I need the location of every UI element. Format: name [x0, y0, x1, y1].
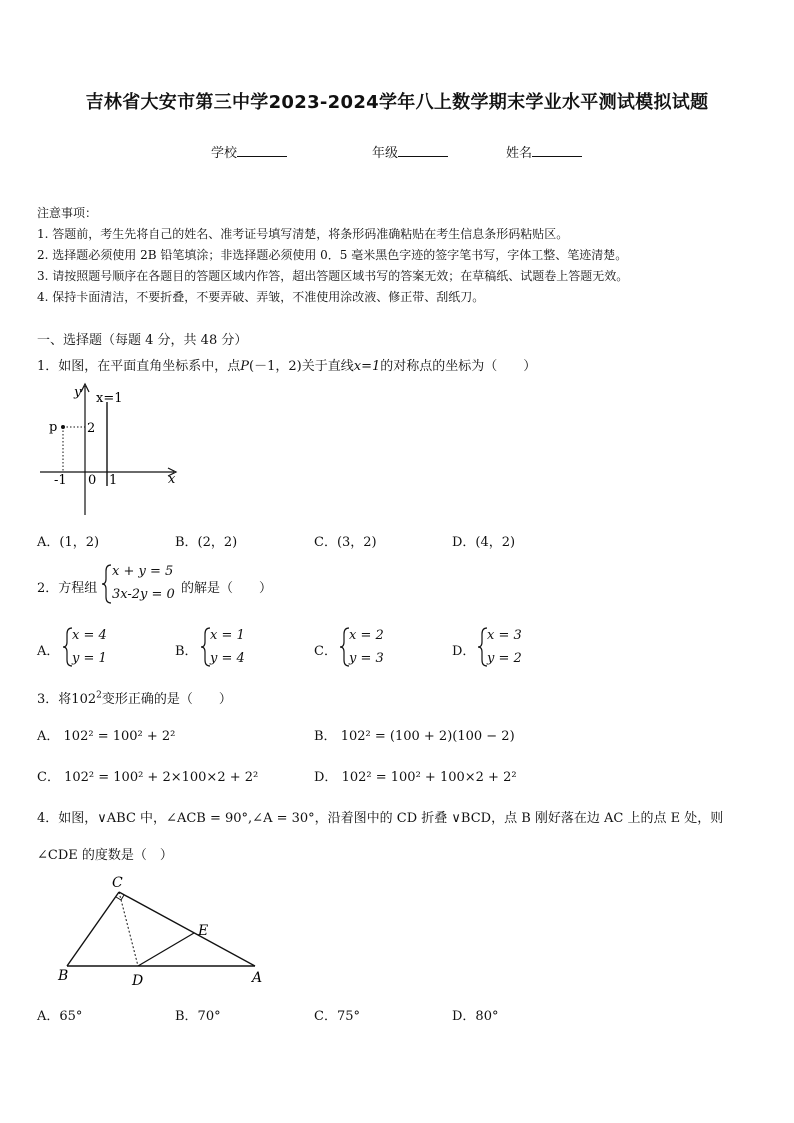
- segment-bc: [67, 892, 119, 966]
- q2-option-a-line2: y = 1: [72, 651, 107, 666]
- q3-option-d[interactable]: D． 102² = 100² + 100×2 + 2²: [314, 770, 517, 785]
- question-4-line2: ∠CDE 的度数是（ ）: [37, 848, 173, 863]
- page-title: 吉林省大安市第三中学2023-2024学年八上数学期末学业水平测试模拟试题: [85, 92, 709, 113]
- question-3-text: 3．将$102^2$变形正确的是（ ）: [37, 690, 232, 707]
- segment-de: [138, 933, 194, 966]
- section-heading: 一、选择题（每题 4 分，共 48 分）: [37, 333, 248, 348]
- q1-option-c[interactable]: C．(3，2): [314, 535, 377, 550]
- q3-option-c[interactable]: C． 102² = 100² + 2×100×2 + 2²: [37, 770, 259, 785]
- q2-equation-2: 3x-2y = 0: [112, 587, 175, 602]
- grade-blank[interactable]: [398, 144, 448, 157]
- q4-option-b[interactable]: B．70°: [175, 1009, 221, 1024]
- notice-item: 4. 保持卡面清洁，不要折叠，不要弄破、弄皱，不准使用涂改液、修正带、刮纸刀。: [37, 290, 485, 304]
- q2-option-c-line1: x = 2: [349, 628, 384, 643]
- question-1-text: 1．如图，在平面直角坐标系中，点P(－1，2)关于直线x=1的对称点的坐标为（ ）: [37, 359, 537, 374]
- school-label: 学校: [211, 146, 238, 161]
- name-blank[interactable]: [532, 144, 582, 157]
- name-label: 姓名: [506, 146, 533, 161]
- q4-option-c[interactable]: C．75°: [314, 1009, 360, 1024]
- x-axis-label: x: [168, 472, 176, 487]
- q2-option-a-label[interactable]: A．: [37, 644, 60, 659]
- notice-heading: 注意事项：: [37, 206, 98, 220]
- y-value-label: 2: [87, 421, 96, 436]
- q2-option-c-label[interactable]: C．: [314, 644, 337, 659]
- segment-cd: [119, 892, 138, 966]
- q2-option-d-label[interactable]: D．: [452, 644, 476, 659]
- q2-option-b-label[interactable]: B．: [175, 644, 198, 659]
- q4-triangle-figure: [52, 870, 282, 990]
- origin-label: 0: [88, 473, 97, 488]
- y-axis-label: y: [74, 385, 82, 400]
- q4-option-a[interactable]: A．65°: [37, 1009, 83, 1024]
- q1-option-d[interactable]: D．(4，2): [452, 535, 516, 550]
- q4-option-d[interactable]: D．80°: [452, 1009, 499, 1024]
- q2-option-c-line2: y = 3: [349, 651, 384, 666]
- q1-option-b[interactable]: B．(2，2): [175, 535, 238, 550]
- q3-option-a[interactable]: A． 102² = 100² + 2²: [37, 729, 176, 744]
- notice-item: 1. 答题前，考生先将自己的姓名、准考证号填写清楚，将条形码准确粘贴在考生信息条形码粘贴区。: [37, 227, 569, 241]
- question-4-line1: 4．如图，∨ABC 中，∠ACB = 90°,∠A = 30°，沿着图中的 CD 折叠 ∨BCD，点 B 刚好落在边 AC 上的点 E 处，则: [37, 811, 724, 826]
- q1-option-a[interactable]: A．(1，2): [37, 535, 100, 550]
- label-c: C: [112, 875, 123, 891]
- notice-item: 3. 请按照题号顺序在各题目的答题区域内作答，超出答题区域书写的答案无效；在草稿纸、试题卷上答题无效。: [37, 269, 629, 283]
- q2-equation-1: x + y = 5: [112, 564, 174, 579]
- q2-option-b-line2: y = 4: [210, 651, 245, 666]
- x-neg-label: -1: [54, 473, 67, 488]
- notice-item: 2. 选择题必须使用 2B 铅笔填涂；非选择题必须使用 0．5 毫米黑色字迹的签字笔书写，字体工整、笔迹清楚。: [37, 248, 628, 262]
- label-d: D: [132, 973, 144, 989]
- label-a: A: [252, 970, 263, 986]
- point-p: [61, 425, 65, 429]
- q2-option-d-line1: x = 3: [487, 628, 522, 643]
- grade-field[interactable]: [372, 142, 448, 161]
- q1-coordinate-figure: [36, 380, 186, 520]
- line-label: x=1: [96, 391, 123, 406]
- grade-label: 年级: [372, 146, 399, 161]
- q2-option-d-line2: y = 2: [487, 651, 522, 666]
- q3-option-b[interactable]: B． 102² = (100 + 2)(100 − 2): [314, 729, 515, 744]
- q2-option-a-line1: x = 4: [72, 628, 107, 643]
- segment-ca: [119, 892, 255, 966]
- q2-option-b-line1: x = 1: [210, 628, 245, 643]
- label-e: E: [198, 923, 209, 939]
- name-field[interactable]: [506, 142, 582, 161]
- question-2-suffix: 的解是（ ）: [181, 581, 273, 596]
- school-field[interactable]: [211, 142, 287, 161]
- x-one-label: 1: [109, 473, 118, 488]
- school-blank[interactable]: [237, 144, 287, 157]
- label-b: B: [58, 968, 69, 984]
- p-label: p: [49, 420, 58, 435]
- question-2-prefix: 2．方程组: [37, 581, 98, 596]
